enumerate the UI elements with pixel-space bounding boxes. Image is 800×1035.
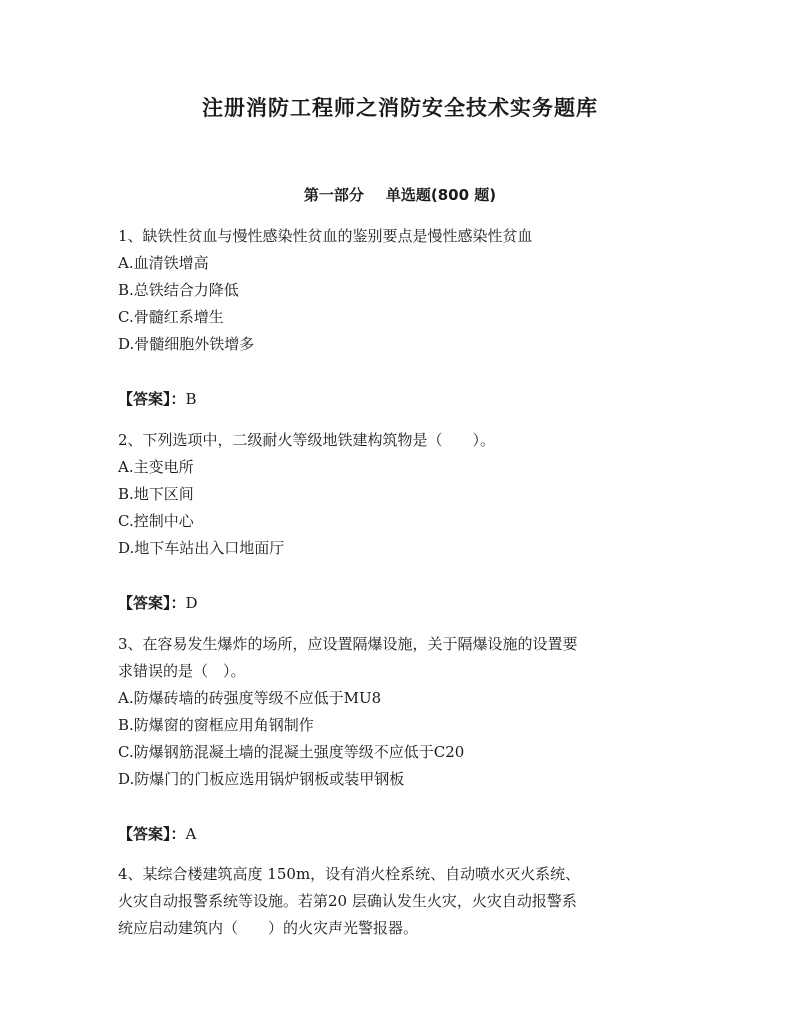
question-3-option-d: D.防爆门的门板应选用锅炉钢板或装甲钢板 (118, 770, 405, 788)
question-4-stem-line-1: 4、某综合楼建筑高度 150m，设有消火栓系统、自动喷水灭火系统、 (118, 865, 581, 883)
document-title: 注册消防工程师之消防安全技术实务题库 (202, 96, 598, 120)
answer-value: D (185, 594, 198, 612)
answer-label: 【答案】： (118, 594, 186, 612)
question-1-answer (118, 387, 197, 411)
question-1-option-d: D.骨髓细胞外铁增多 (118, 335, 255, 353)
question-4-stem-line-3: 统应启动建筑内（ ）的火灾声光警报器。 (118, 919, 419, 937)
question-3-stem-line-2: 求错误的是（ ）。 (118, 662, 246, 680)
question-1-stem: 1、缺铁性贫血与慢性感染性贫血的鉴别要点是慢性感染性贫血 (118, 227, 533, 245)
question-2-stem: 2、下列选项中，二级耐火等级地铁建构筑物是（ ）。 (118, 431, 496, 449)
section-heading (0, 182, 800, 208)
question-2-option-b: B.地下区间 (118, 485, 194, 503)
question-1-option-c: C.骨髓红系增生 (118, 308, 224, 326)
answer-label: 【答案】： (118, 390, 186, 408)
question-2-option-c: C.控制中心 (118, 512, 194, 530)
question-2-option-a: A.主变电所 (118, 458, 194, 476)
answer-value: B (185, 390, 197, 408)
question-3-answer (118, 822, 196, 846)
question-2-option-d: D.地下车站出入口地面厅 (118, 539, 285, 557)
section-name: 单选题(800 题) (385, 186, 497, 204)
section-part: 第一部分 (303, 186, 364, 204)
answer-value: A (185, 825, 197, 843)
question-1-option-a: A.血清铁增高 (118, 254, 209, 272)
question-3-stem-line-1: 3、在容易发生爆炸的场所，应设置隔爆设施，关于隔爆设施的设置要 (118, 635, 578, 653)
question-3-option-a: A.防爆砖墙的砖强度等级不应低于MU8 (118, 689, 382, 707)
question-3-option-b: B.防爆窗的窗框应用角钢制作 (118, 716, 314, 734)
question-1-option-b: B.总铁结合力降低 (118, 281, 239, 299)
answer-label: 【答案】： (118, 825, 186, 843)
question-4-stem-line-2: 火灾自动报警系统等设施。若第20 层确认发生火灾，火灾自动报警系 (118, 892, 577, 910)
question-2-answer (118, 591, 198, 615)
question-3-option-c: C.防爆钢筋混凝土墙的混凝土强度等级不应低于C20 (118, 743, 465, 761)
